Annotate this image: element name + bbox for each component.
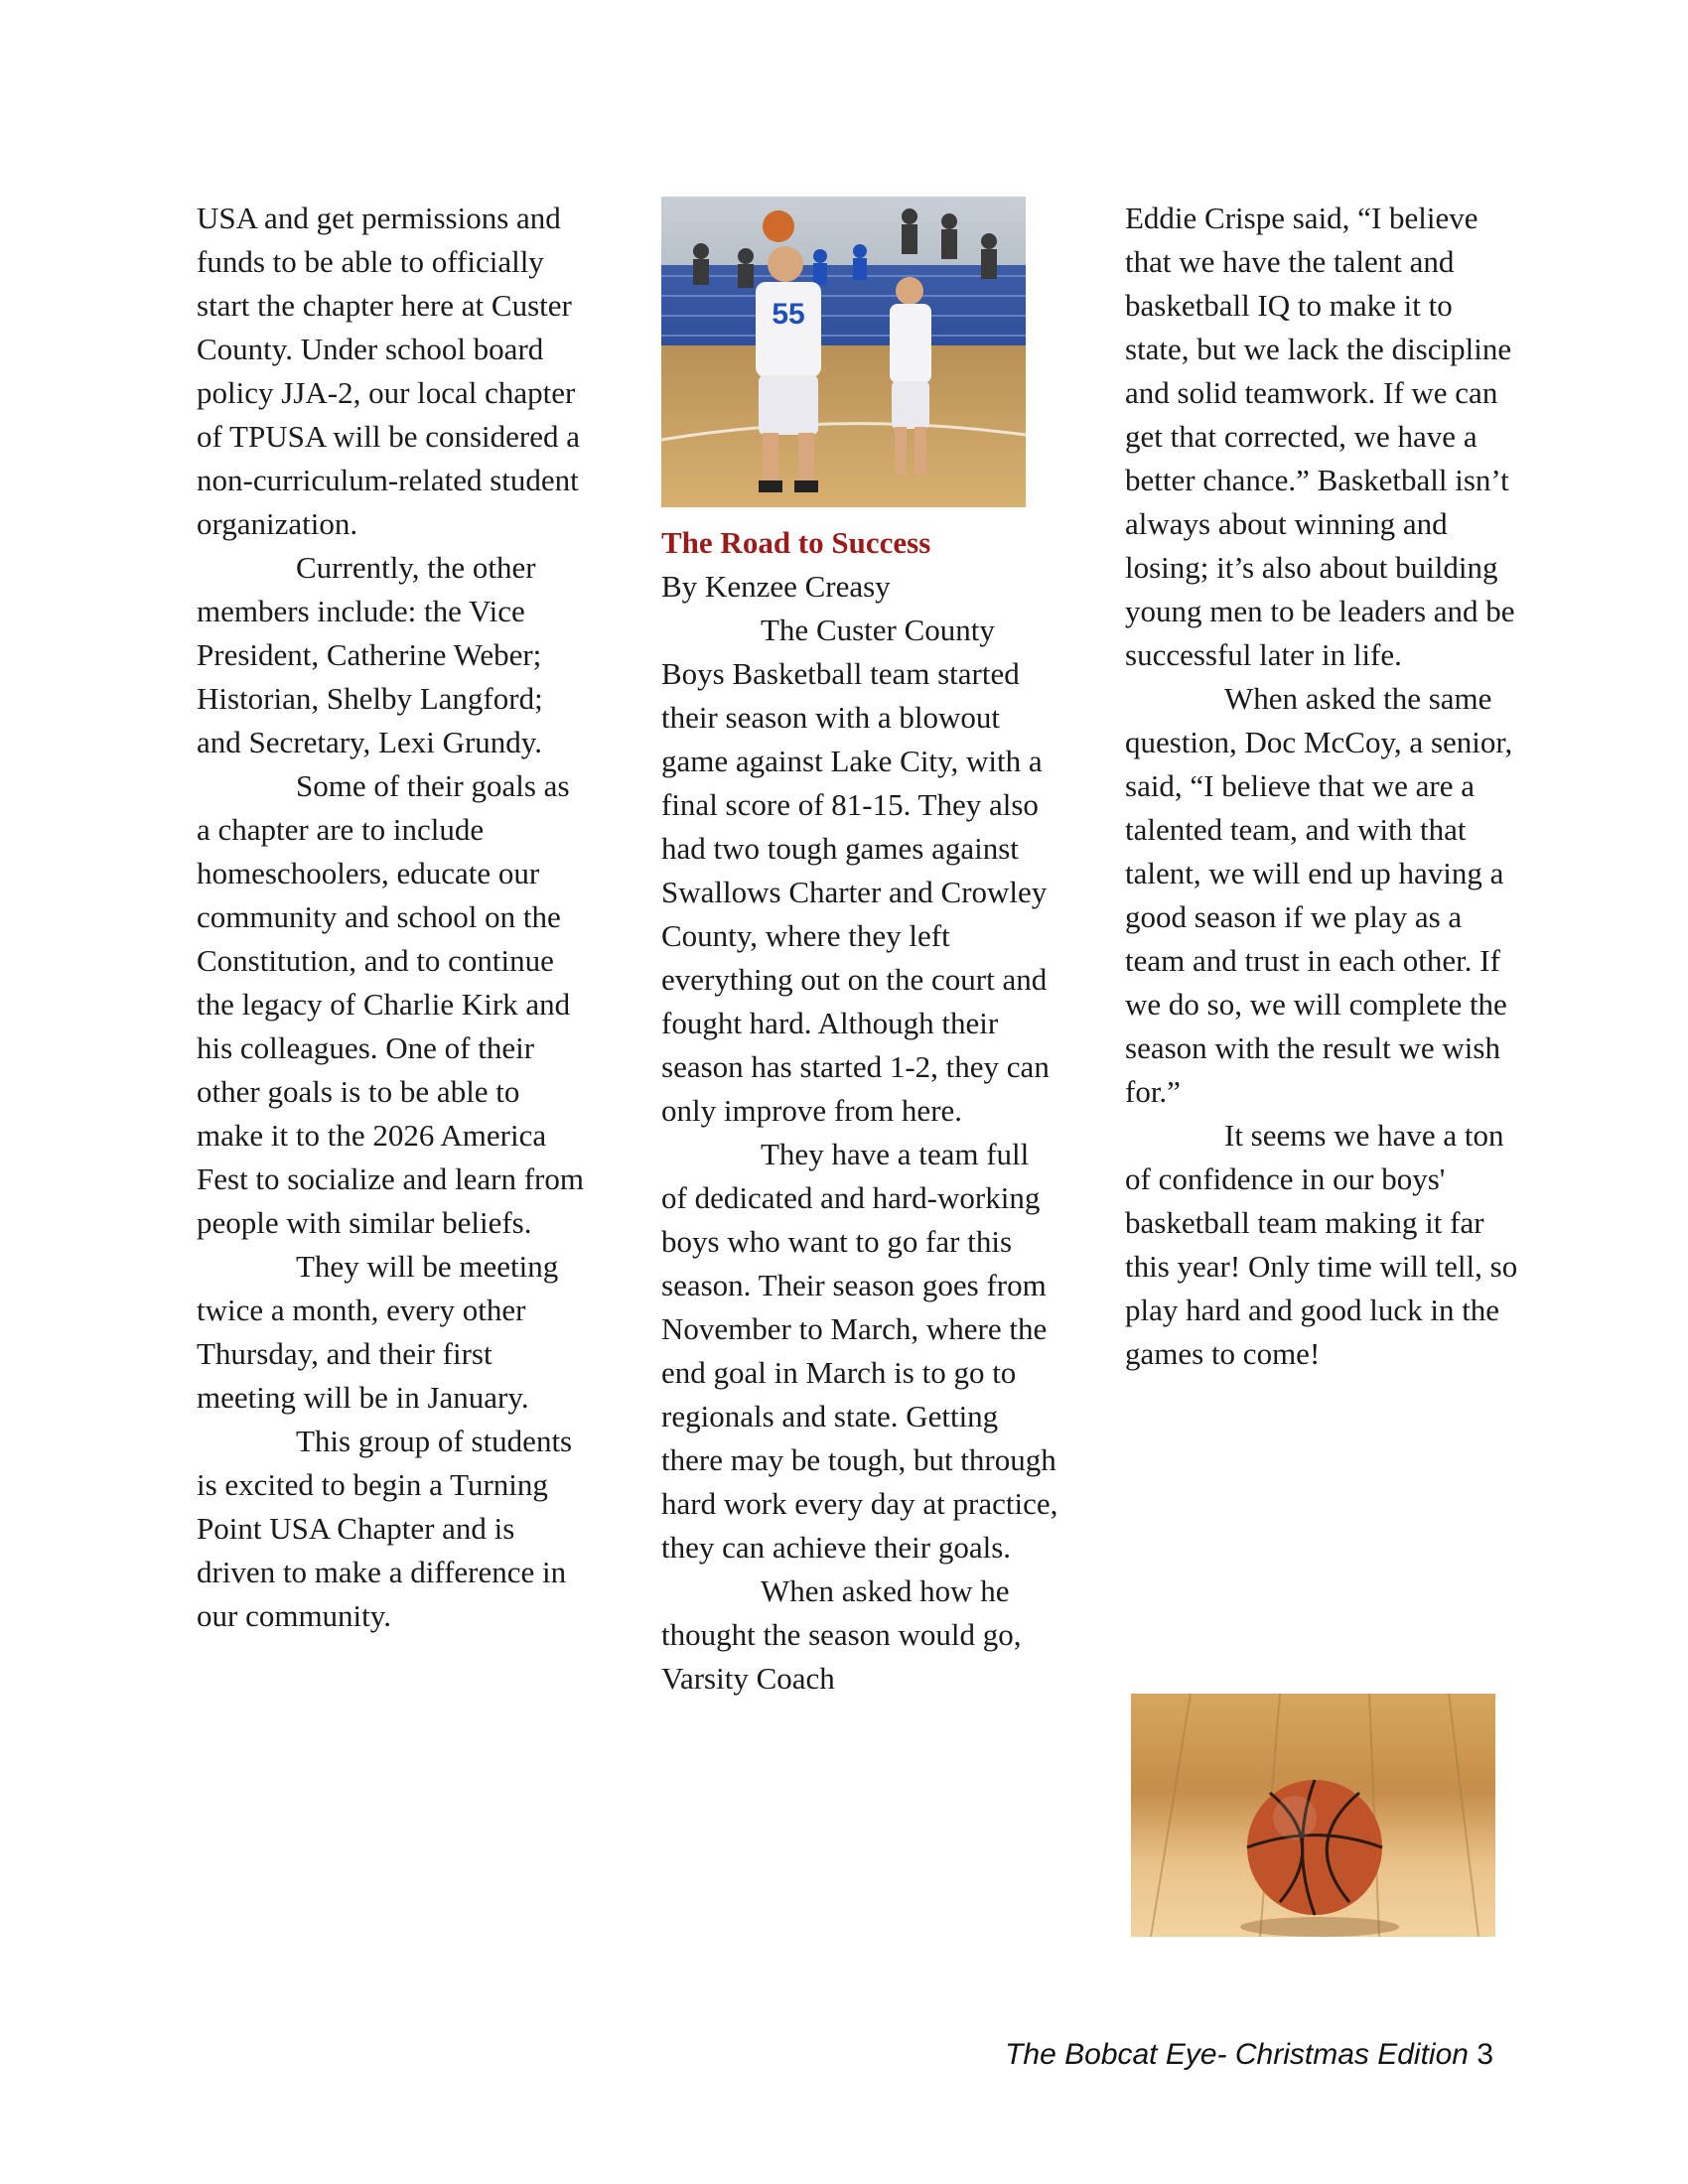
col1-paragraph: They will be meeting twice a month, every other Thursday, and their first meeting will be in January. <box>197 1249 559 1415</box>
col2-paragraph: When asked how he thought the season would go, Varsity Coach <box>661 1573 1022 1696</box>
publication-title: The Bobcat Eye- Christmas Edition <box>1005 2038 1469 2071</box>
col1-paragraph: Currently, the other members include: the Vice President, Catherine Weber; Historian, Shelby Langford; and Secretary, Lexi Grundy. <box>197 550 543 759</box>
column-2 <box>661 197 1058 1701</box>
col1-paragraph: Some of their goals as a chapter are to include homeschoolers, educate our community and school on the Constitution, and to continue the legacy of Charlie Kirk and his colleagues. One of their other goals is to be able to make it to the 2026 America Fest to socialize and learn from people with similar beliefs. <box>197 768 584 1240</box>
col3-paragraph: It seems we have a ton of confidence in our boys' basketball team making it far this year! Only time will tell, so play hard and good luck in the games to come! <box>1125 1118 1518 1371</box>
jersey-number: 55 <box>772 298 805 331</box>
col1-paragraph: USA and get permissions and funds to be able to officially start the chapter here at Custer County. Under school board policy JJA-2, our local chapter of TPUSA will be considered a non-curriculum-related student organization. <box>197 201 581 541</box>
basketball-game-illustration <box>661 197 1026 507</box>
page-footer <box>993 2038 1493 2072</box>
col3-paragraph: Eddie Crispe said, “I believe that we have the talent and basketball IQ to make it to state, but we lack the discipline and solid teamwork. If we can get that corrected, we have a better chance.” Basketball isn’t always about winning and losing; it’s also about building young men to be leaders and be successful later in life. <box>1125 201 1515 672</box>
column-1 <box>197 197 584 1638</box>
page-number: 3 <box>1477 2038 1493 2071</box>
col3-paragraph: When asked the same question, Doc McCoy, a senior, said, “I believe that we are a talented team, and with that talent, we will end up having a good season if we play as a team and trust in each other. If we do so, we will complete the season with the result we wish for.” <box>1125 681 1513 1109</box>
col2-paragraph: The Custer County Boys Basketball team started their season with a blowout game against Lake City, with a final score of 81-15. They also had two tough games against Swallows Charter and Crowley County, where they left everything out on the court and fought hard. Although their season has started 1-2, they can only improve from here. <box>661 613 1050 1128</box>
basketball-photo <box>1131 1694 1495 1937</box>
basketball-illustration <box>1131 1694 1495 1937</box>
col1-paragraph: This group of students is excited to begin a Turning Point USA Chapter and is driven to make a difference in our community. <box>197 1424 573 1633</box>
column-3 <box>1125 197 1522 1376</box>
article-byline: By Kenzee Creasy <box>661 569 891 604</box>
article-headline: The Road to Success <box>661 525 931 560</box>
basketball-game-photo <box>661 197 1026 507</box>
col2-paragraph: They have a team full of dedicated and hard-working boys who want to go far this season. Their season goes from November to March, where the end goal in March is to go to regionals and state. Getting there may be tough, but through hard work every day at practice, they can achieve their goals. <box>661 1137 1058 1565</box>
